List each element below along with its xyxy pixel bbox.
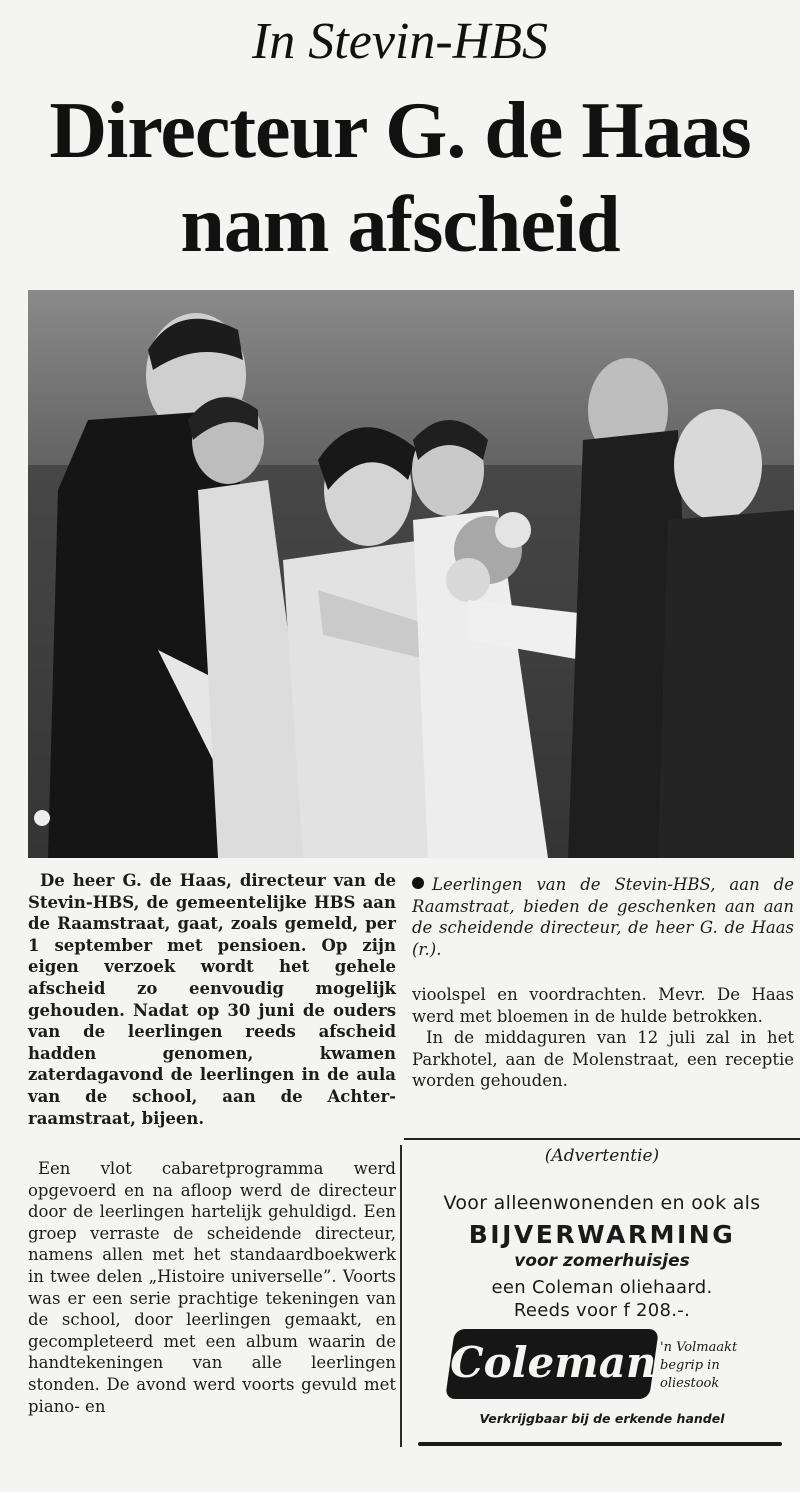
ad-price: Reeds voor f 208.-. xyxy=(513,1300,691,1321)
article-lead-text: De heer G. de Haas, directeur van de Stevin-HBS, de gemeentelijke HBS aan de Raamstraat, gaat, zoals gemeld, per 1 september met pensioen. Op zijn eigen verzoek wordt het gehele afscheid zo eenvoudig mogelijk gehouden. Nadat op 30 juni de ouders van de leerlingen reeds afscheid hadden genomen, kwamen zaterdagavond de leerlingen in de aula van de school, aan de Achter-raamstraat, bijeen. xyxy=(28,871,396,1128)
ad-subheading: voor zomerhuisjes xyxy=(514,1251,690,1271)
article-body-text: Een vlot cabaretprogramma werd opgevoerd en na afloop werd de directeur door de leerlingen hartelijk gehuldigd. Een groep verraste de scheidende directeur, namens allen met het standaardboekwerk in twee delen „Histoire universelle”. Voorts was er een serie prachtige tekeningen van de school, door leerlingen gemaakt, en gecompleteerd met een album waarin de handtekeningen van alle leerlingen stonden. De avond werd voorts gevuld met piano- en xyxy=(28,1159,396,1416)
article-continuation-text: vioolspel en voordrachten. Mevr. De Haas werd met bloemen in de hulde betrokken. xyxy=(412,985,794,1026)
ad-label: (Advertentie) xyxy=(544,1146,660,1166)
ad-intro: Voor alleenwonenden en ook als xyxy=(443,1192,761,1214)
headline-line-1: Directeur G. de Haas xyxy=(49,87,751,175)
photo-caption-text: Leerlingen van de Stevin-HBS, aan de Raamstraat, bieden de geschenken aan aan de scheidende directeur, de heer G. de Haas (r.). xyxy=(412,875,794,959)
ad-product: een Coleman oliehaard. xyxy=(491,1277,713,1298)
article-lead xyxy=(28,870,396,1129)
column-divider xyxy=(400,1145,402,1447)
ad-bottom-rule xyxy=(418,1442,782,1446)
article-final-text: In de middaguren van 12 juli zal in het Parkhotel, aan de Molenstraat, een receptie worden gehouden. xyxy=(412,1028,794,1091)
photo-illustration xyxy=(28,290,794,858)
bullet-icon xyxy=(412,877,424,889)
article-body xyxy=(28,1158,396,1417)
ad-footer: Verkrijgbaar bij de erkende handel xyxy=(479,1411,725,1426)
kicker: In Stevin-HBS xyxy=(251,13,548,70)
ad-logo-row xyxy=(404,1329,800,1403)
headline xyxy=(0,84,800,272)
headline-line-2: nam afscheid xyxy=(180,181,620,269)
article-continuation xyxy=(412,984,794,1092)
news-photo xyxy=(28,290,794,858)
coleman-logo xyxy=(445,1329,659,1399)
ad-top-rule xyxy=(404,1138,800,1140)
ad-heading: BIJVERWARMING xyxy=(468,1220,736,1249)
advertisement xyxy=(404,1142,800,1450)
coleman-logo-text: Coleman xyxy=(450,1338,657,1387)
photo-caption xyxy=(412,874,794,960)
ad-tagline: 'n Volmaakt begrip in oliestook xyxy=(660,1340,738,1391)
